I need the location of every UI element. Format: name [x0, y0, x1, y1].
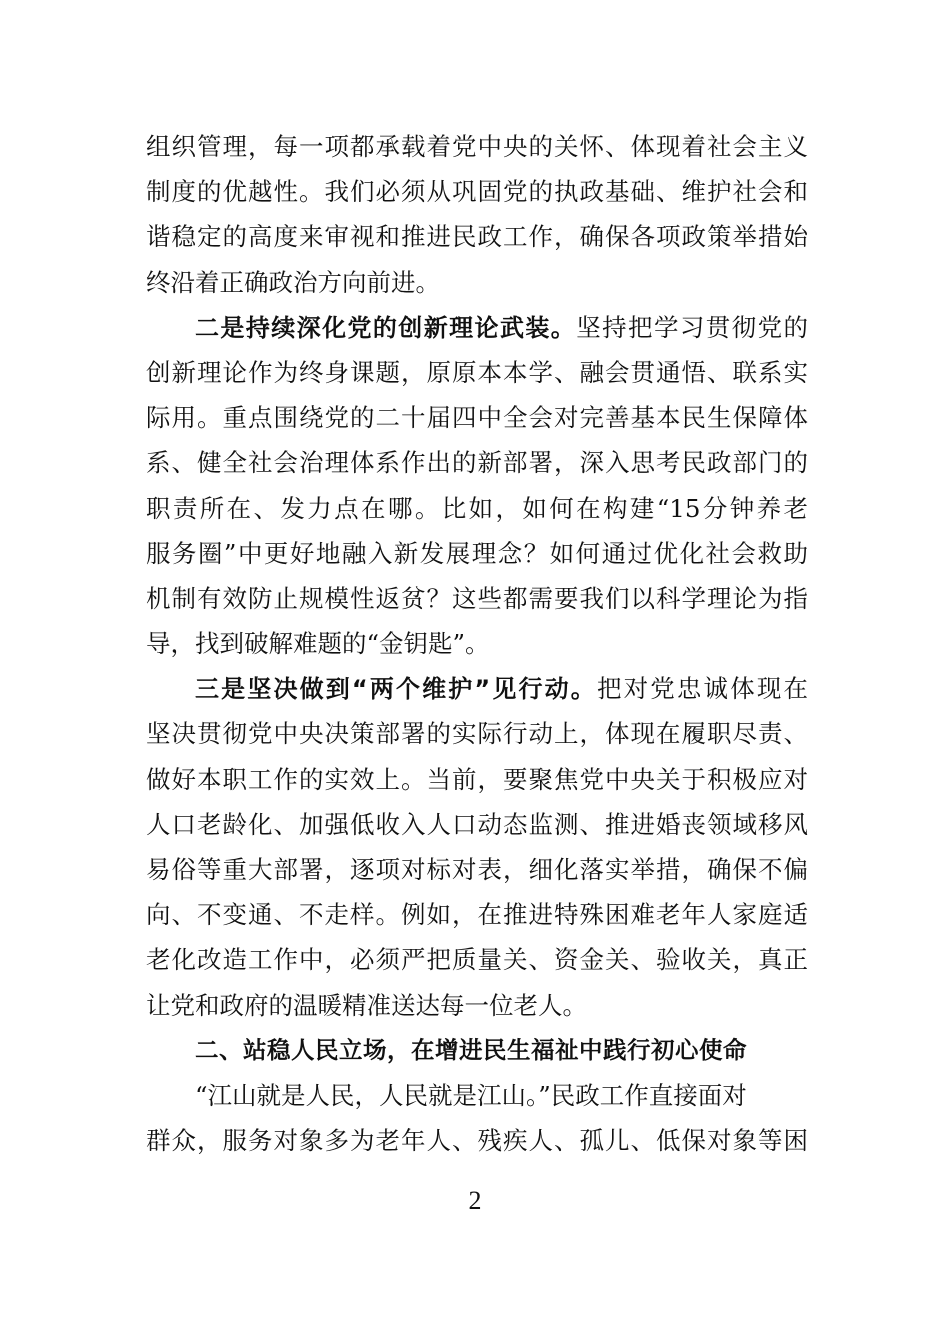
text-line: 创新理论作为终身课题，原原本本学、融会贯通悟、联系实: [146, 357, 808, 387]
text-line: 服务圈”中更好地融入新发展理念？如何通过优化社会救助: [146, 538, 808, 568]
text-span: 坚持把学习贯彻党的: [576, 312, 808, 342]
text-line: 坚决贯彻党中央决策部署的实际行动上，体现在履职尽责、: [146, 719, 808, 749]
text-line: 易俗等重大部署，逐项对标对表，细化落实举措，确保不偏: [146, 855, 808, 884]
text-line: 际用。重点围绕党的二十届四中全会对完善基本民生保障体: [146, 403, 808, 433]
text-line: 机制有效防止规模性返贫？这些都需要我们以科学理论为指: [146, 583, 808, 613]
text-line: 人口老龄化、加强低收入人口动态监测、推进婚丧领域移风: [146, 809, 808, 839]
bold-lead-in: 三是坚决做到“两个维护”见行动。: [195, 675, 597, 704]
section-heading: 二、站稳人民立场，在增进民生福祉中践行初心使命: [195, 1035, 747, 1064]
text-line: 终沿着正确政治方向前进。: [146, 267, 440, 297]
text-line: 做好本职工作的实效上。当前，要聚焦党中央关于积极应对: [146, 764, 808, 794]
text-line: 导，找到破解难题的“金钥匙”。: [146, 629, 490, 659]
text-line: 向、不变通、不走样。例如，在推进特殊困难老年人家庭适: [146, 900, 808, 930]
text-line: 系、健全社会治理体系作出的新部署，深入思考民政部门的: [146, 448, 808, 478]
document-body: [146, 124, 808, 1163]
paragraph-first-line: [146, 666, 808, 711]
text-line: 老化改造工作中，必须严把质量关、资金关、验收关，真正: [146, 945, 808, 975]
text-line: 制度的优越性。我们必须从巩固党的执政基础、维护社会和: [146, 177, 808, 207]
paragraph-first-line: [146, 305, 808, 350]
page-number: 2: [468, 1186, 482, 1215]
text-line: 谐稳定的高度来审视和推进民政工作，确保各项政策举措始: [146, 222, 808, 252]
text-span: 把对党忠诚体现在: [596, 674, 808, 704]
text-line: 群众，服务对象多为老年人、残疾人、孤儿、低保对象等困: [146, 1126, 808, 1156]
text-line: 组织管理，每一项都承载着党中央的关怀、体现着社会主义: [146, 132, 808, 161]
bold-lead-in: 二是持续深化党的创新理论武装。: [195, 313, 577, 342]
text-line: 职责所在、发力点在哪。比如，如何在构建“15分钟养老: [146, 493, 808, 523]
text-line: 让党和政府的温暖精准送达每一位老人。: [146, 990, 587, 1020]
paragraph-first-line: “江山就是人民，人民就是江山。”民政工作直接面对: [195, 1080, 747, 1110]
